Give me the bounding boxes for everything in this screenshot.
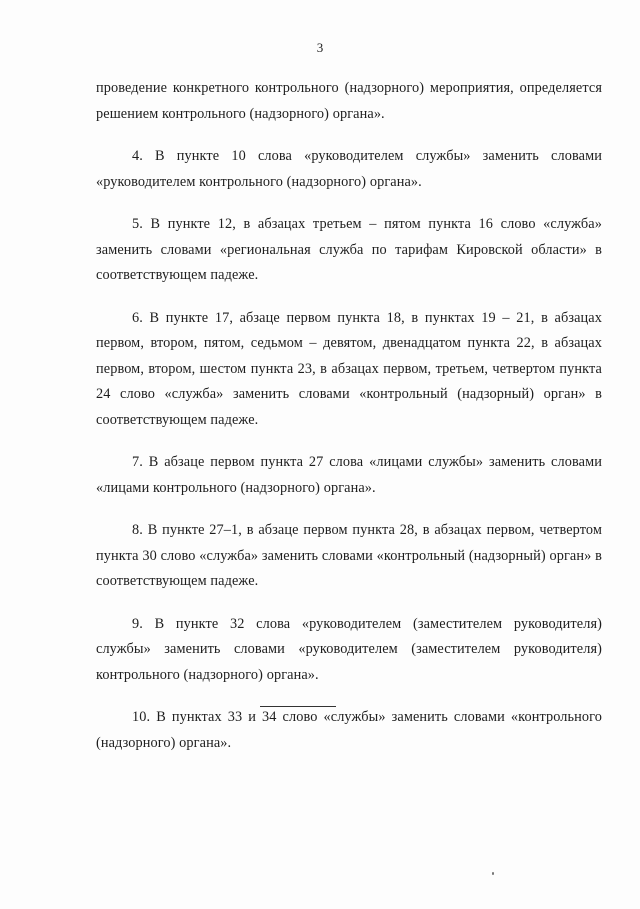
scan-speck <box>492 872 494 875</box>
document-body <box>96 76 602 773</box>
end-of-document-rule <box>260 706 336 707</box>
paragraph-item-8: 8. В пункте 27–1, в абзаце первом пункта 28, в абзацах первом, четвертом пункта 30 слово «служба» заменить словами «контрольный (надзорный) орган» в соответствующем падеже. <box>96 522 602 589</box>
paragraph-item-4: 4. В пункте 10 слова «руководителем службы» заменить словами «руководителем контрольного (надзорного) органа». <box>96 148 602 190</box>
paragraph-item-6: 6. В пункте 17, абзаце первом пункта 18, в пунктах 19 – 21, в абзацах первом, втором, пятом, седьмом – девятом, двенадцатом пункта 22, в абзацах первом, втором, шестом пункта 23, в абзацах первом, третьем, четвертом пункта 24 слово «служба» заменить словами «контрольный (надзорный) орган» в соответствующем падеже. <box>96 309 602 428</box>
paragraph-item-10: 10. В пунктах 33 и 34 слово «службы» заменить словами «контрольного (надзорного) органа». <box>96 709 602 751</box>
paragraph-item-5: 5. В пункте 12, в абзацах третьем – пятом пункта 16 слово «служба» заменить словами «региональная служба по тарифам Кировской области» в соответствующем падеже. <box>96 216 602 283</box>
paragraph-item-9: 9. В пункте 32 слова «руководителем (заместителем руководителя) службы» заменить словами «руководителем (заместителем руководителя) контрольного (надзорного) органа». <box>96 615 602 683</box>
page-number: 3 <box>316 40 324 55</box>
paragraph-item-7: 7. В абзаце первом пункта 27 слова «лицами службы» заменить словами «лицами контрольного (надзорного) органа». <box>96 454 602 496</box>
paragraph-continuation: проведение конкретного контрольного (надзорного) мероприятия, определяется решением контрольного (надзорного) органа». <box>96 80 602 122</box>
